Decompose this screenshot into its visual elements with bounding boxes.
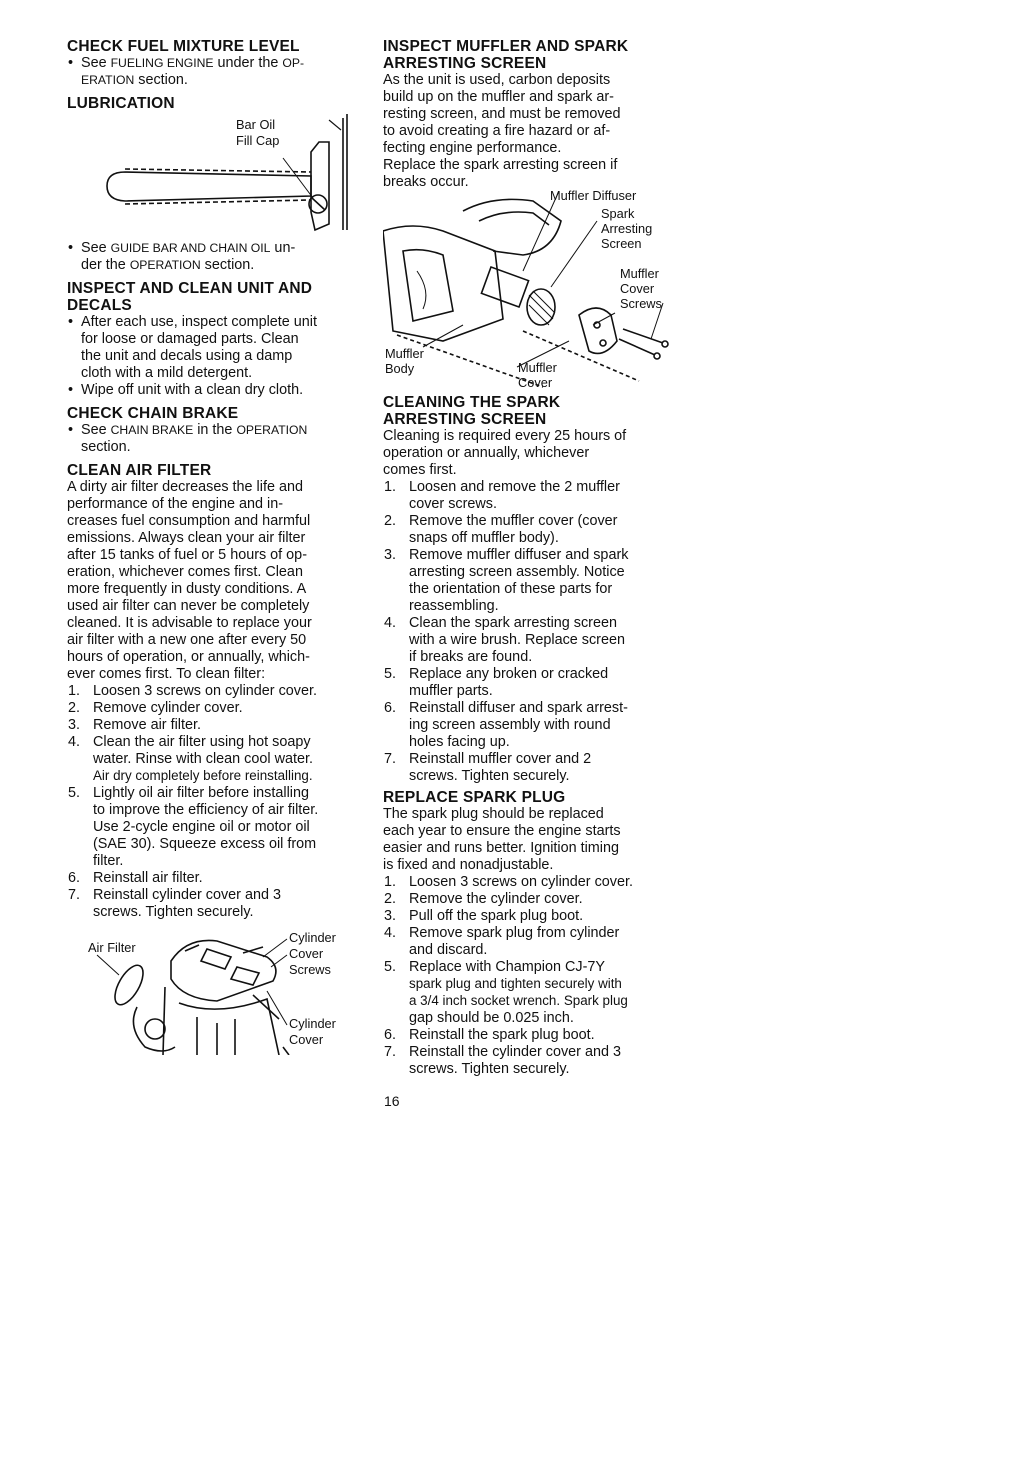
list-item: 6. Reinstall diffuser and spark arrest- ing screen assembly with round holes facing up. (384, 700, 628, 750)
label-muffler-diffuser: Muffler Diffuser (550, 188, 637, 203)
ref-fueling-engine: FUELING ENGINE (110, 56, 214, 70)
bar-oil-figure (67, 112, 359, 240)
inspect-bullet-2: • Wipe off unit with a clean dry cloth. (67, 382, 359, 399)
list-item: 2. Remove the cylinder cover. (384, 891, 583, 907)
brake-bullets (67, 422, 359, 456)
heading-cleaning-spark: CLEANING THE SPARK ARRESTING SCREEN (383, 394, 561, 428)
list-item: 1. Loosen 3 screws on cylinder cover. (384, 874, 633, 890)
left-column (67, 38, 359, 1055)
list-item: 3. Remove muffler diffuser and spark arresting screen assembly. Notice the orientation of these parts for reassembling. (384, 547, 629, 614)
cleaning-steps (383, 479, 675, 785)
list-item: 5. Lightly oil air filter before installing to improve the efficiency of air filter. Use 2-cycle engine oil or motor oil (SAE 30). Squeeze excess oil from filter. (68, 785, 319, 869)
list-item: 1. Loosen 3 screws on cylinder cover. (68, 683, 317, 699)
list-item: 6. Reinstall air filter. (68, 870, 203, 886)
list-item: 7. Reinstall cylinder cover and 3 screws. Tighten securely. (68, 887, 281, 920)
list-item: 7. Reinstall muffler cover and 2 screws. Tighten securely. (384, 751, 592, 784)
label-air-filter: Air Filter (88, 940, 136, 955)
heading-inspect-clean: INSPECT AND CLEAN UNIT AND DECALS (67, 280, 313, 314)
list-item: 4. Remove spark plug from cylinder and discard. (384, 925, 620, 958)
list-item: 2. Remove cylinder cover. (68, 700, 243, 716)
brake-bullet: • See CHAIN BRAKE in the OPERATION section. (67, 422, 359, 456)
list-item: 5. Replace any broken or cracked muffler parts. (384, 666, 609, 699)
heading-inspect-muffler: INSPECT MUFFLER AND SPARK ARRESTING SCREEN (383, 38, 629, 72)
page-number: 16 (384, 1093, 400, 1109)
list-item: 4. Clean the spark arresting screen with a wire brush. Replace screen if breaks are found. (384, 615, 625, 665)
cleaning-paragraph: Cleaning is required every 25 hours of operation or annually, whichever comes first. (383, 428, 627, 478)
list-item: 1. Loosen and remove the 2 muffler cover screws. (384, 479, 620, 512)
lubrication-bullet: • See GUIDE BAR AND CHAIN OIL un- der the OPERATION section. (67, 240, 359, 274)
heading-check-fuel: CHECK FUEL MIXTURE LEVEL (67, 38, 300, 55)
lubrication-bullets (67, 240, 359, 274)
list-item: 4. Clean the air filter using hot soapy water. Rinse with clean cool water. Air dry completely before reinstalling. (68, 734, 313, 783)
label-bar-oil: Bar Oil (236, 117, 276, 132)
air-filter-paragraph: A dirty air filter decreases the life and performance of the engine and in- creases fuel consumption and harmful emissions. Always clean your air filter after 15 tanks of fuel or 5 hours of op- eration, whichever comes first. Clean more frequently in dusty conditions. A used air filter can never be completely cleaned. It is advisable to replace your air filter with a new one after every 50 hours of operation, or annually, which- ever comes first. To clean filter: (67, 479, 312, 682)
right-column (383, 38, 675, 1078)
heading-chain-brake: CHECK CHAIN BRAKE (67, 405, 239, 422)
label-fill-cap: Fill Cap (236, 133, 280, 148)
list-item: 7. Reinstall the cylinder cover and 3 screws. Tighten securely. (384, 1044, 621, 1077)
muffler-paragraph: As the unit is used, carbon deposits build up on the muffler and spark ar- resting screen, and must be removed to avoid creating a fire hazard or af- fecting engine performance. Replace the spark arresting screen if breaks occur. (383, 72, 621, 190)
list-item: 5. Replace with Champion CJ-7Y spark plug and tighten securely with a 3/4 inch socket wrench. Spark plug gap should be 0.025 inch. (384, 959, 628, 1026)
plug-steps (383, 874, 675, 1078)
fuel-bullets (67, 55, 359, 89)
list-item: 2. Remove the muffler cover (cover snaps off muffler body). (384, 513, 618, 546)
inspect-bullets (67, 314, 359, 399)
ref-guide-bar-oil: GUIDE BAR AND CHAIN OIL (110, 241, 271, 255)
air-filter-steps (67, 683, 359, 921)
list-item: 3. Remove air filter. (68, 717, 201, 733)
heading-replace-spark-plug: REPLACE SPARK PLUG (383, 789, 566, 806)
list-item: 6. Reinstall the spark plug boot. (384, 1027, 595, 1043)
heading-lubrication: LUBRICATION (67, 95, 175, 112)
inspect-bullet-1: • After each use, inspect complete unit for loose or damaged parts. Clean the unit and decals using a damp cloth with a mild detergent. (67, 314, 359, 382)
list-item: 3. Pull off the spark plug boot. (384, 908, 584, 924)
plug-paragraph: The spark plug should be replaced each year to ensure the engine starts easier and runs better. Ignition timing is fixed and nonadjustable. (383, 806, 621, 873)
air-filter-figure: Air Filter Cylinder Cover Screws Cylinder Cover (67, 927, 359, 1055)
muffler-figure: Muffler Diffuser Spark Arresting Screen Muffler Cover Screws Muffler Body Muffler Cover (383, 191, 675, 394)
chainsaw-bar-illustration (67, 112, 359, 240)
fuel-bullet: • See FUELING ENGINE under the OP- ERATION section. (67, 55, 359, 89)
heading-clean-air-filter: CLEAN AIR FILTER (67, 462, 212, 479)
